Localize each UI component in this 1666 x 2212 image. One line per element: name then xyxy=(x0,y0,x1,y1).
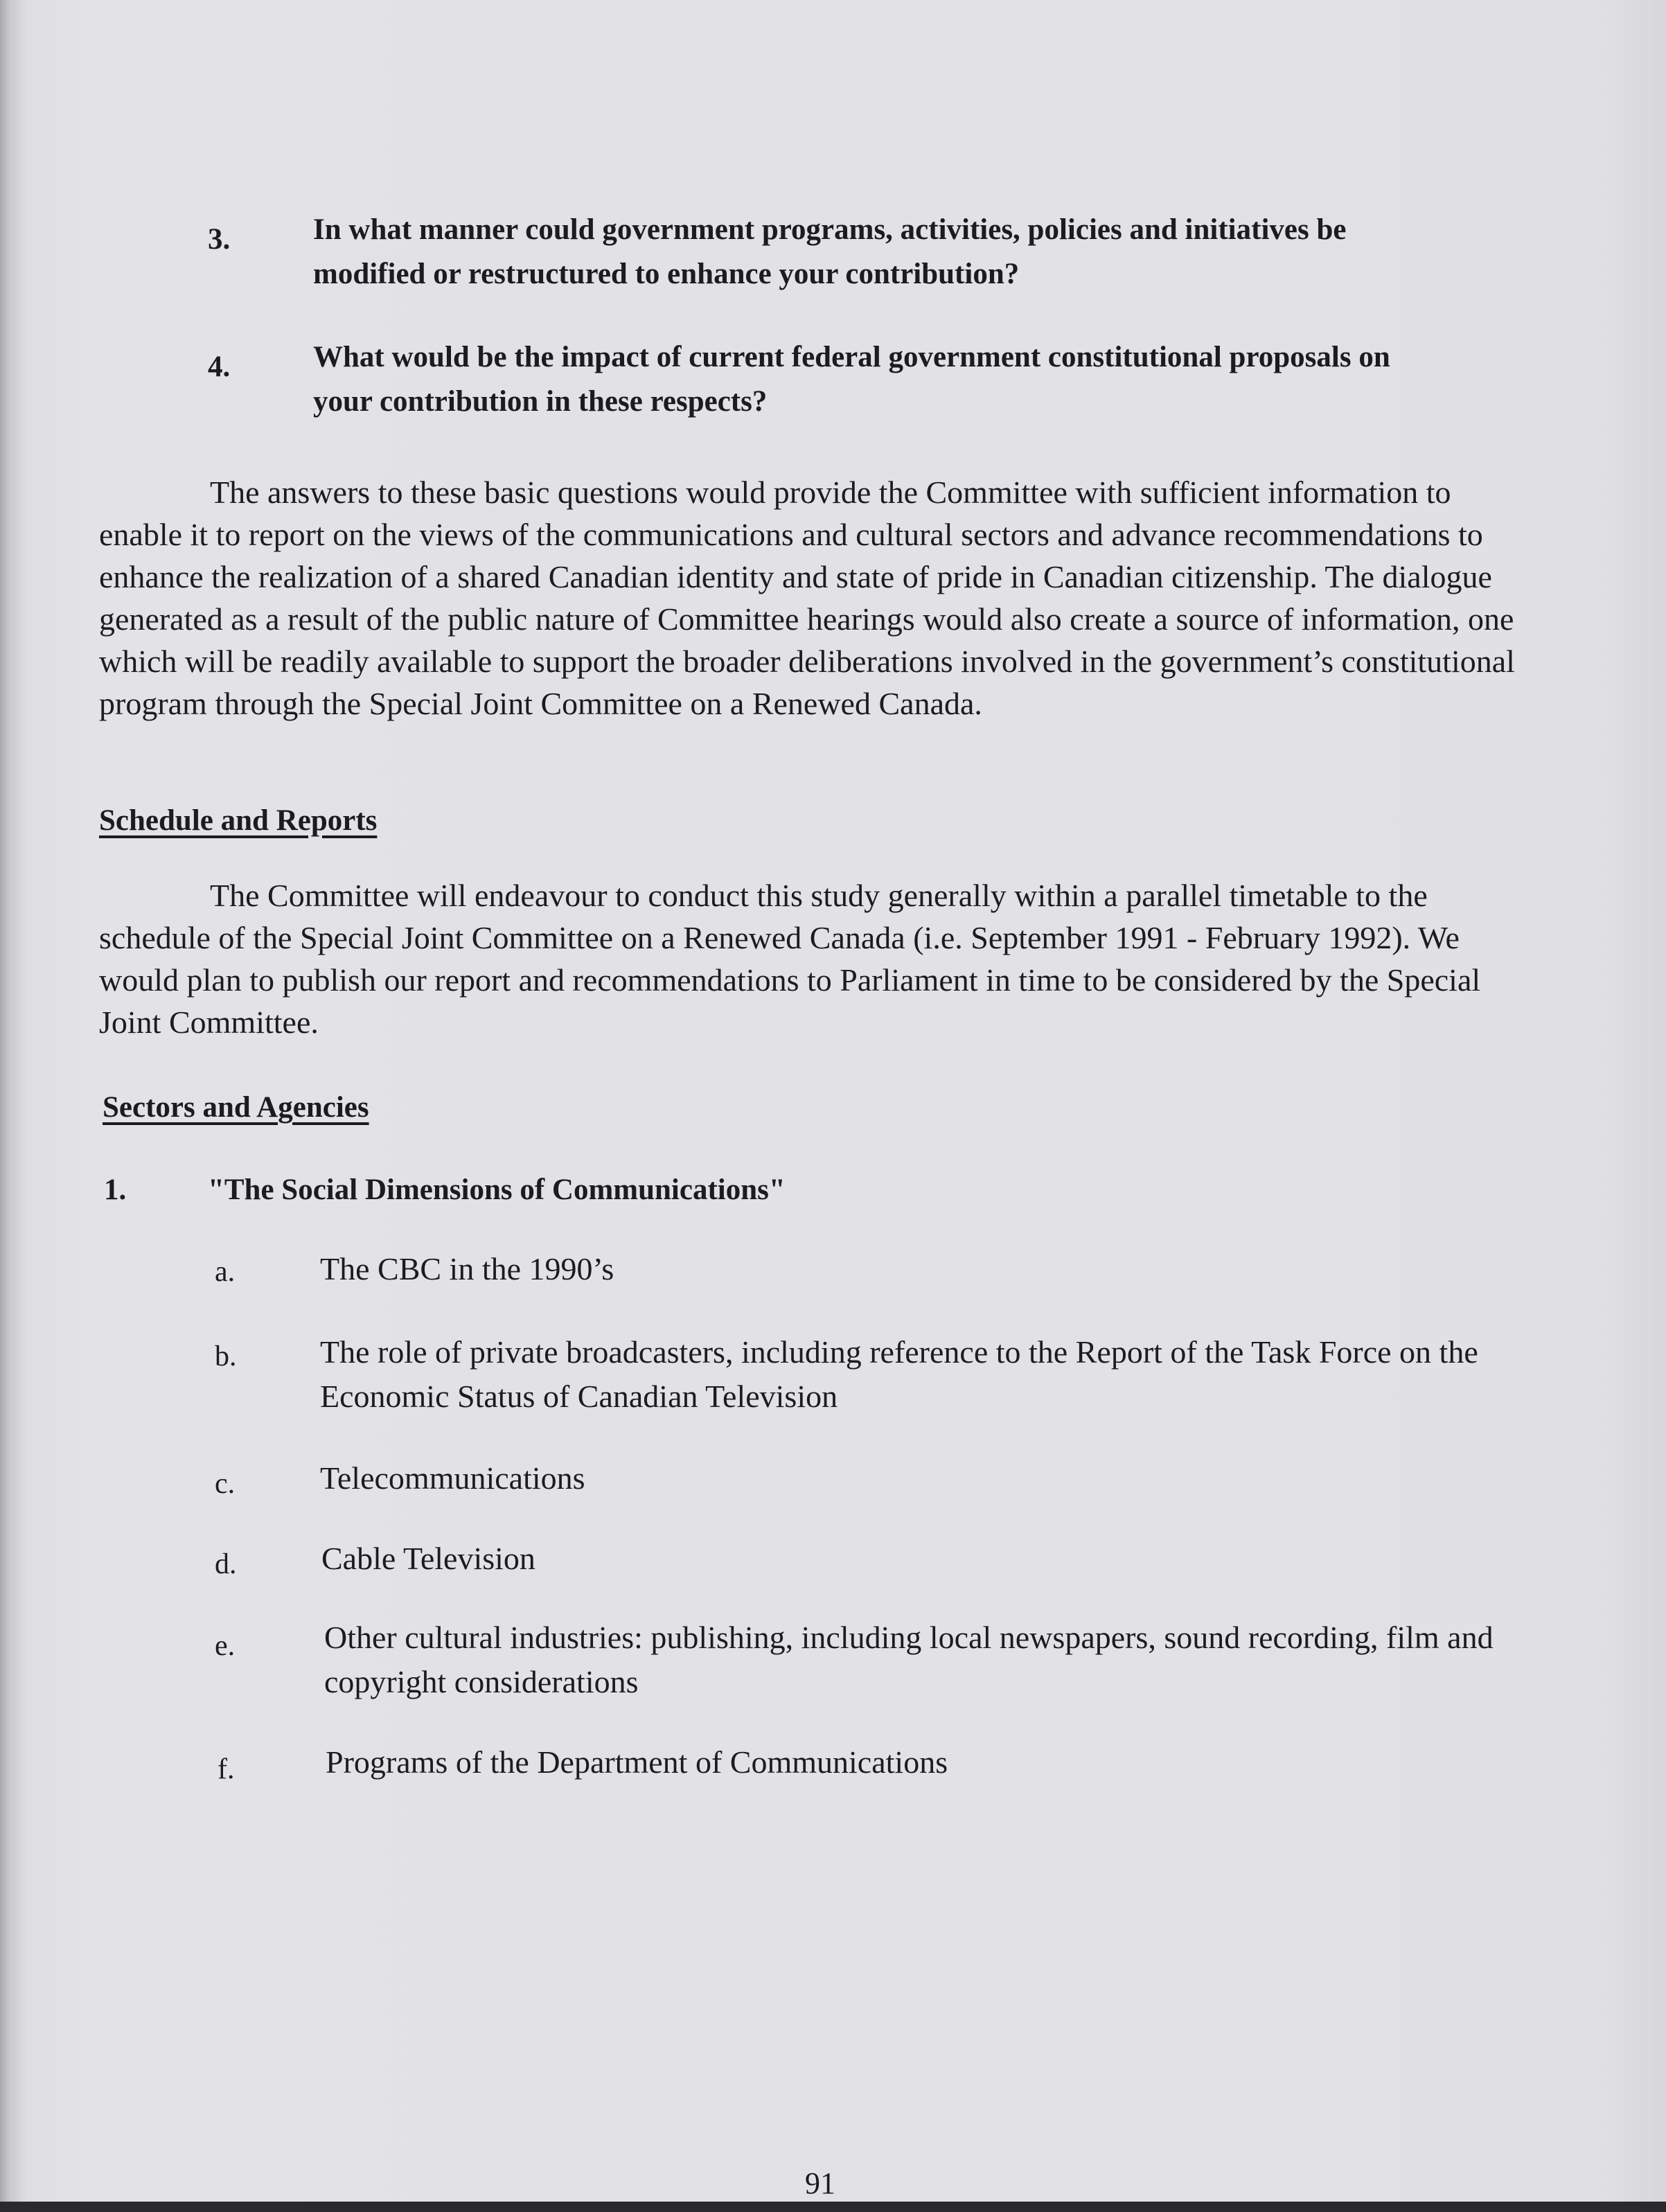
item-a-text: The CBC in the 1990’s xyxy=(320,1251,614,1286)
sectors-heading: Sectors and Agencies xyxy=(103,1091,369,1124)
page-number: 91 xyxy=(805,2166,835,2200)
item-c-text: Telecommunications xyxy=(320,1460,585,1496)
item-a-letter: a. xyxy=(215,1256,236,1288)
item-d-letter: d. xyxy=(215,1548,237,1580)
question-3-text: In what manner could government programs, activities, policies and initiatives be modified or restructured to enhance your contribution? xyxy=(313,213,1347,290)
question-4-text: What would be the impact of current federal government constitutional proposals on your contribution in these respects? xyxy=(313,341,1390,418)
schedule-paragraph: The Committee will endeavour to conduct this study generally within a parallel timetable to the schedule of the Special Joint Committee on a Renewed Canada (i.e. September 1991 - February 1992). We would plan to publish our report and recommendations to Parliament in time to be considered by the Special Joint Committee. xyxy=(99,878,1481,1040)
question-3-number: 3. xyxy=(208,223,231,256)
item-e-text: Other cultural industries: publishing, including local newspapers, sound recording, film and copyright considerations xyxy=(324,1620,1494,1699)
item-c-letter: c. xyxy=(215,1468,236,1500)
section-number: 1. xyxy=(104,1174,127,1206)
schedule-heading: Schedule and Reports xyxy=(99,804,378,837)
scan-bottom-edge xyxy=(0,2202,1666,2212)
item-b-text: The role of private broadcasters, including reference to the Report of the Task Force on the Economic Status of Canadian Television xyxy=(320,1334,1478,1414)
section-title: "The Social Dimensions of Communications" xyxy=(208,1174,786,1206)
item-d-text: Cable Television xyxy=(321,1541,535,1576)
item-b-letter: b. xyxy=(215,1341,237,1372)
item-f-letter: f. xyxy=(218,1753,235,1785)
question-4-number: 4. xyxy=(208,351,231,383)
item-e-letter: e. xyxy=(215,1630,236,1662)
intro-paragraph: The answers to these basic questions would provide the Committee with sufficient information to enable it to report on the views of the communications and cultural sectors and advance recommendations to enhance the realization of a shared Canadian identity and state of pride in Canadian citizenship. The dialogue generated as a result of the public nature of Committee hearings would also create a source of information, one which will be readily available to support the broader deliberations involved in the government’s constitutional program through the Special Joint Committee on a Renewed Canada. xyxy=(99,475,1515,721)
item-f-text: Programs of the Department of Communications xyxy=(326,1744,948,1780)
